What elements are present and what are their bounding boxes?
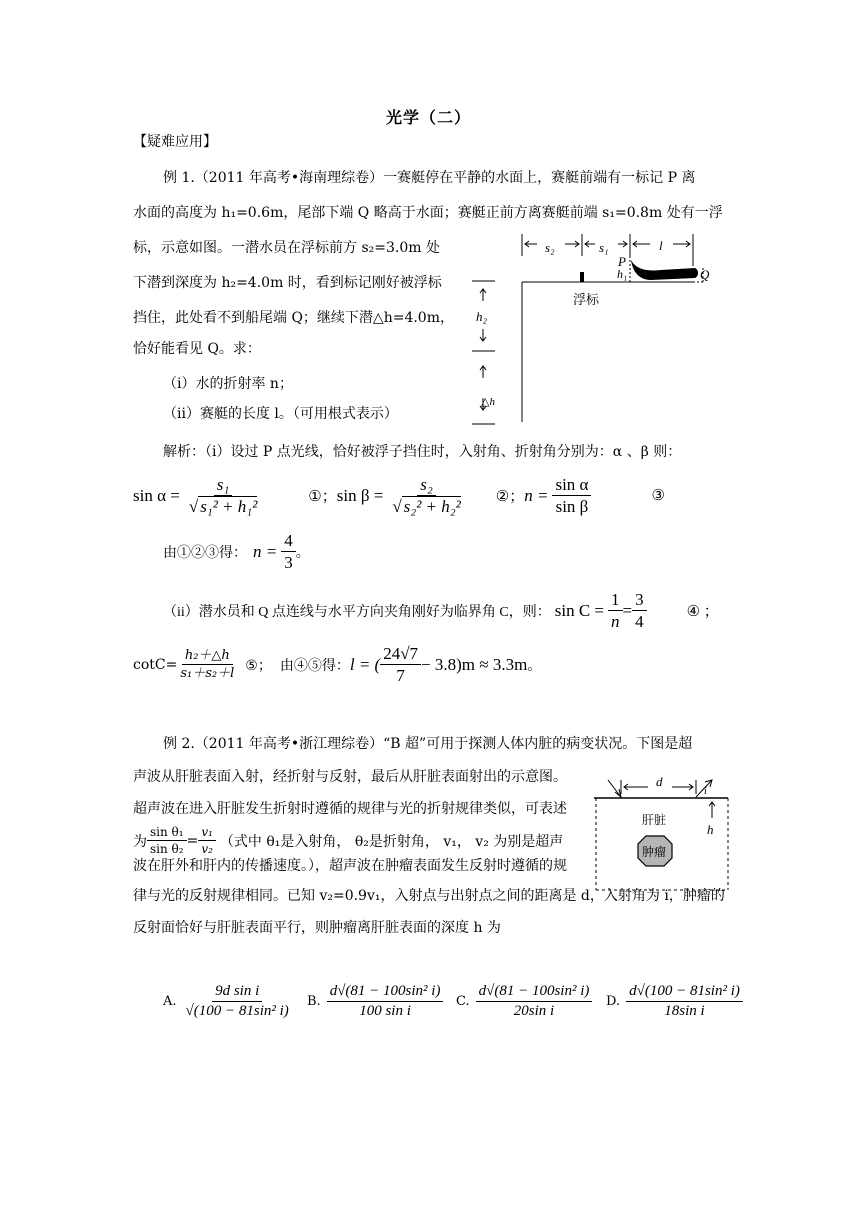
section-heading: 【疑难应用】 (133, 134, 217, 150)
cot-numerator: h₂＋△h (182, 649, 233, 665)
result-2-end: 。 (527, 657, 542, 674)
marker-1: ①； (308, 489, 337, 505)
option-d-num: d√(100 − 81sin² i) (626, 984, 743, 1002)
label-dh: △h (481, 396, 495, 408)
label-q: Q (700, 267, 710, 282)
sin-c-num-2: 3 (632, 591, 647, 611)
ex2-line-4-prefix: 为 (133, 833, 147, 850)
ex2-line-6: 律与光的反射规律相同。已知 v₂=0.9v₁，入射点与出射点之间的距离是 d，入射角为 i，肿瘤的 (133, 888, 725, 904)
option-d-den: 18sin i (664, 1003, 705, 1019)
result-prefix: 由①②③得： (163, 545, 247, 561)
option-c[interactable] (456, 984, 592, 1019)
ex1-line-5: 挡住，此处看不到船尾端 Q；继续下潜△h=4.0m， (133, 310, 454, 326)
ex2-line-5: 波在肝外和肝内的传播速度。），超声波在肿瘤表面发生反射时遵循的规 (133, 858, 567, 874)
ex1-line-1: 例 1.（2011 年高考•海南理综卷）一赛艇停在平静的水面上，赛艇前端有一标记 P 离 (163, 170, 696, 186)
snell-num-left: sin θ₁ (147, 826, 187, 841)
marker-3: ③ (651, 488, 665, 504)
option-b-fraction (327, 984, 444, 1019)
snell-den-right: v₂ (201, 842, 213, 856)
l-numerator: 24√7 (380, 645, 421, 665)
cot-label: cotC= (133, 656, 178, 673)
s1-numerator: s₁ (214, 476, 233, 496)
sin-c-den-2: 4 (635, 612, 644, 631)
cot-denominator: s₁＋s₂＋l (180, 666, 235, 681)
sin-c-den-1: n (611, 612, 620, 631)
ex1-line-2: 水面的高度为 h₁=0.6m，尾部下端 Q 略高于水面；赛艇正前方离赛艇前端 s₁=0.8m 处有一浮 (133, 205, 723, 221)
result-n-num: 4 (281, 532, 296, 552)
n-label: n = (524, 485, 549, 505)
ex1-line-3: 标，示意如图。一潜水员在浮标前方 s₂=3.0m 处 (133, 240, 440, 256)
label-h2: h₂ (476, 309, 488, 324)
sin-c-label: sin C = (554, 600, 604, 620)
option-b-label: B. (307, 994, 321, 1009)
option-b[interactable] (307, 984, 443, 1019)
ex2-line-4: 为 $\frac{\text{sin θ₁}}{\text{sin θ₂}}$ = $\frac{\text{v₁}}{\text{v₂}}$ （式中 θ₁是入射角， θ₂是折射角， v₁， v₂ 为别是超声 (133, 825, 564, 856)
liver-diagram (588, 770, 734, 894)
option-b-den: 100 sin i (359, 1003, 411, 1019)
s2-numerator: s₂ (417, 476, 436, 496)
boat-diagram (455, 226, 715, 426)
option-c-num: d√(81 − 100sin² i) (476, 984, 593, 1002)
equals-sign: = (622, 600, 633, 620)
result-n-fraction (281, 532, 296, 571)
option-d[interactable] (606, 984, 743, 1019)
critical-angle-row (163, 591, 719, 630)
option-c-label: C. (456, 994, 470, 1009)
result-n-den: 3 (284, 553, 293, 572)
sin-c-fraction-1 (608, 591, 623, 630)
result-end: 。 (295, 545, 310, 561)
label-s1: s₁ (599, 240, 609, 255)
label-h1: h₁ (617, 267, 628, 281)
ex2-line-7: 反射面恰好与肝脏表面平行，则肿瘤离肝脏表面的深度 h 为 (133, 920, 501, 936)
sin-alpha-fraction: $\frac{\text{s₁}}{\text{√ s₁² + h₁²}}$ (188, 475, 258, 516)
marker-4: ④ ； (686, 604, 719, 620)
ex1-line-4: 下潜到深度为 h₂=4.0m 时，看到标记刚好被浮标 (133, 275, 442, 291)
option-c-fraction (476, 984, 593, 1019)
label-p: P (618, 254, 626, 269)
option-a-den: √(100 − 81sin² i) (185, 1003, 289, 1019)
sin-c-fraction-2 (632, 591, 647, 630)
result-2-prefix: 由④⑤得： (279, 657, 350, 674)
snell-den-left: sin θ₂ (150, 842, 184, 856)
ex1-question-1: （i）水的折射率 n； (163, 376, 293, 392)
snell-fraction-left (147, 826, 187, 855)
cot-fraction (177, 649, 237, 680)
ex2-line-1: 例 2.（2011 年高考•浙江理综卷）“B 超”可用于探测人体内脏的病变状况。下图是超 (163, 736, 693, 752)
result-n-row (163, 532, 310, 571)
marker-5: ⑤； (245, 657, 272, 674)
sin-alpha-numerator: sin α (552, 476, 591, 496)
radicand-2: s₂² + h₂² (403, 497, 461, 516)
page-title: 光学（二） (386, 108, 472, 127)
ex1-solution-ii: （ii）潜水员和 Q 点连线与水平方向夹角刚好为临界角 C，则： (163, 604, 551, 620)
option-b-num: d√(81 − 100sin² i) (327, 984, 444, 1002)
l-eq-label: l = ( (349, 654, 381, 674)
ex1-solution-intro: 解析：（i）设过 P 点光线，恰好被浮子挡住时，入射角、折射角分别为：α 、β 则： (163, 444, 682, 460)
marker-2: ②； (495, 489, 525, 505)
option-a-label: A. (163, 994, 177, 1009)
label-i: i (704, 786, 707, 797)
option-c-den: 20sin i (513, 1003, 555, 1019)
label-tumor: 肿瘤 (642, 845, 667, 859)
ex1-question-2: （ii）赛艇的长度 l。（可用根式表示） (163, 406, 398, 422)
option-a-fraction (183, 984, 292, 1019)
sin-c-num-1: 1 (608, 591, 623, 611)
radicand-1: s₁² + h₁² (200, 497, 258, 516)
ex2-line-2: 声波从肝脏表面入射，经折射与反射，最后从肝脏表面射出的示意图。 (133, 769, 567, 785)
l-fraction (380, 645, 421, 684)
sin-beta-denominator: sin β (555, 497, 589, 516)
sin-alpha-label: sin α = (133, 485, 180, 505)
label-d: d (656, 774, 663, 789)
ex2-line-3: 超声波在进入肝脏发生折射时遵循的规律与光的折射规律类似，可表述 (133, 801, 567, 817)
label-h: h (707, 822, 714, 837)
ex1-line-6: 恰好能看见 Q。求： (133, 341, 261, 357)
cot-row (133, 645, 541, 684)
sin-beta-label: sin β = (336, 485, 384, 505)
n-fraction (552, 476, 591, 515)
l-denominator: 7 (396, 666, 405, 685)
snell-fraction-right (198, 826, 216, 855)
label-liver: 肝脏 (642, 813, 667, 827)
equation-row-1 (133, 476, 665, 515)
result-n-label: n = (253, 541, 278, 561)
ex2-line-4-rest: （式中 θ₁是入射角， θ₂是折射角， v₁， v₂ 为别是超声 (219, 833, 564, 850)
label-buoy: 浮标 (573, 292, 600, 307)
l-rest: − 3.8)m ≈ 3.3m (421, 654, 528, 674)
option-a-num: 9d sin i (212, 984, 262, 1002)
snell-num-right: v₁ (198, 826, 216, 841)
option-d-fraction (626, 984, 743, 1019)
sin-beta-fraction: $\frac{\text{s₂}}{\text{√ s₂² + h₂²}}$ (392, 475, 461, 516)
option-d-label: D. (606, 994, 621, 1009)
label-l: l (659, 238, 663, 253)
label-s2: s₂ (545, 240, 555, 255)
option-a[interactable] (163, 984, 292, 1019)
